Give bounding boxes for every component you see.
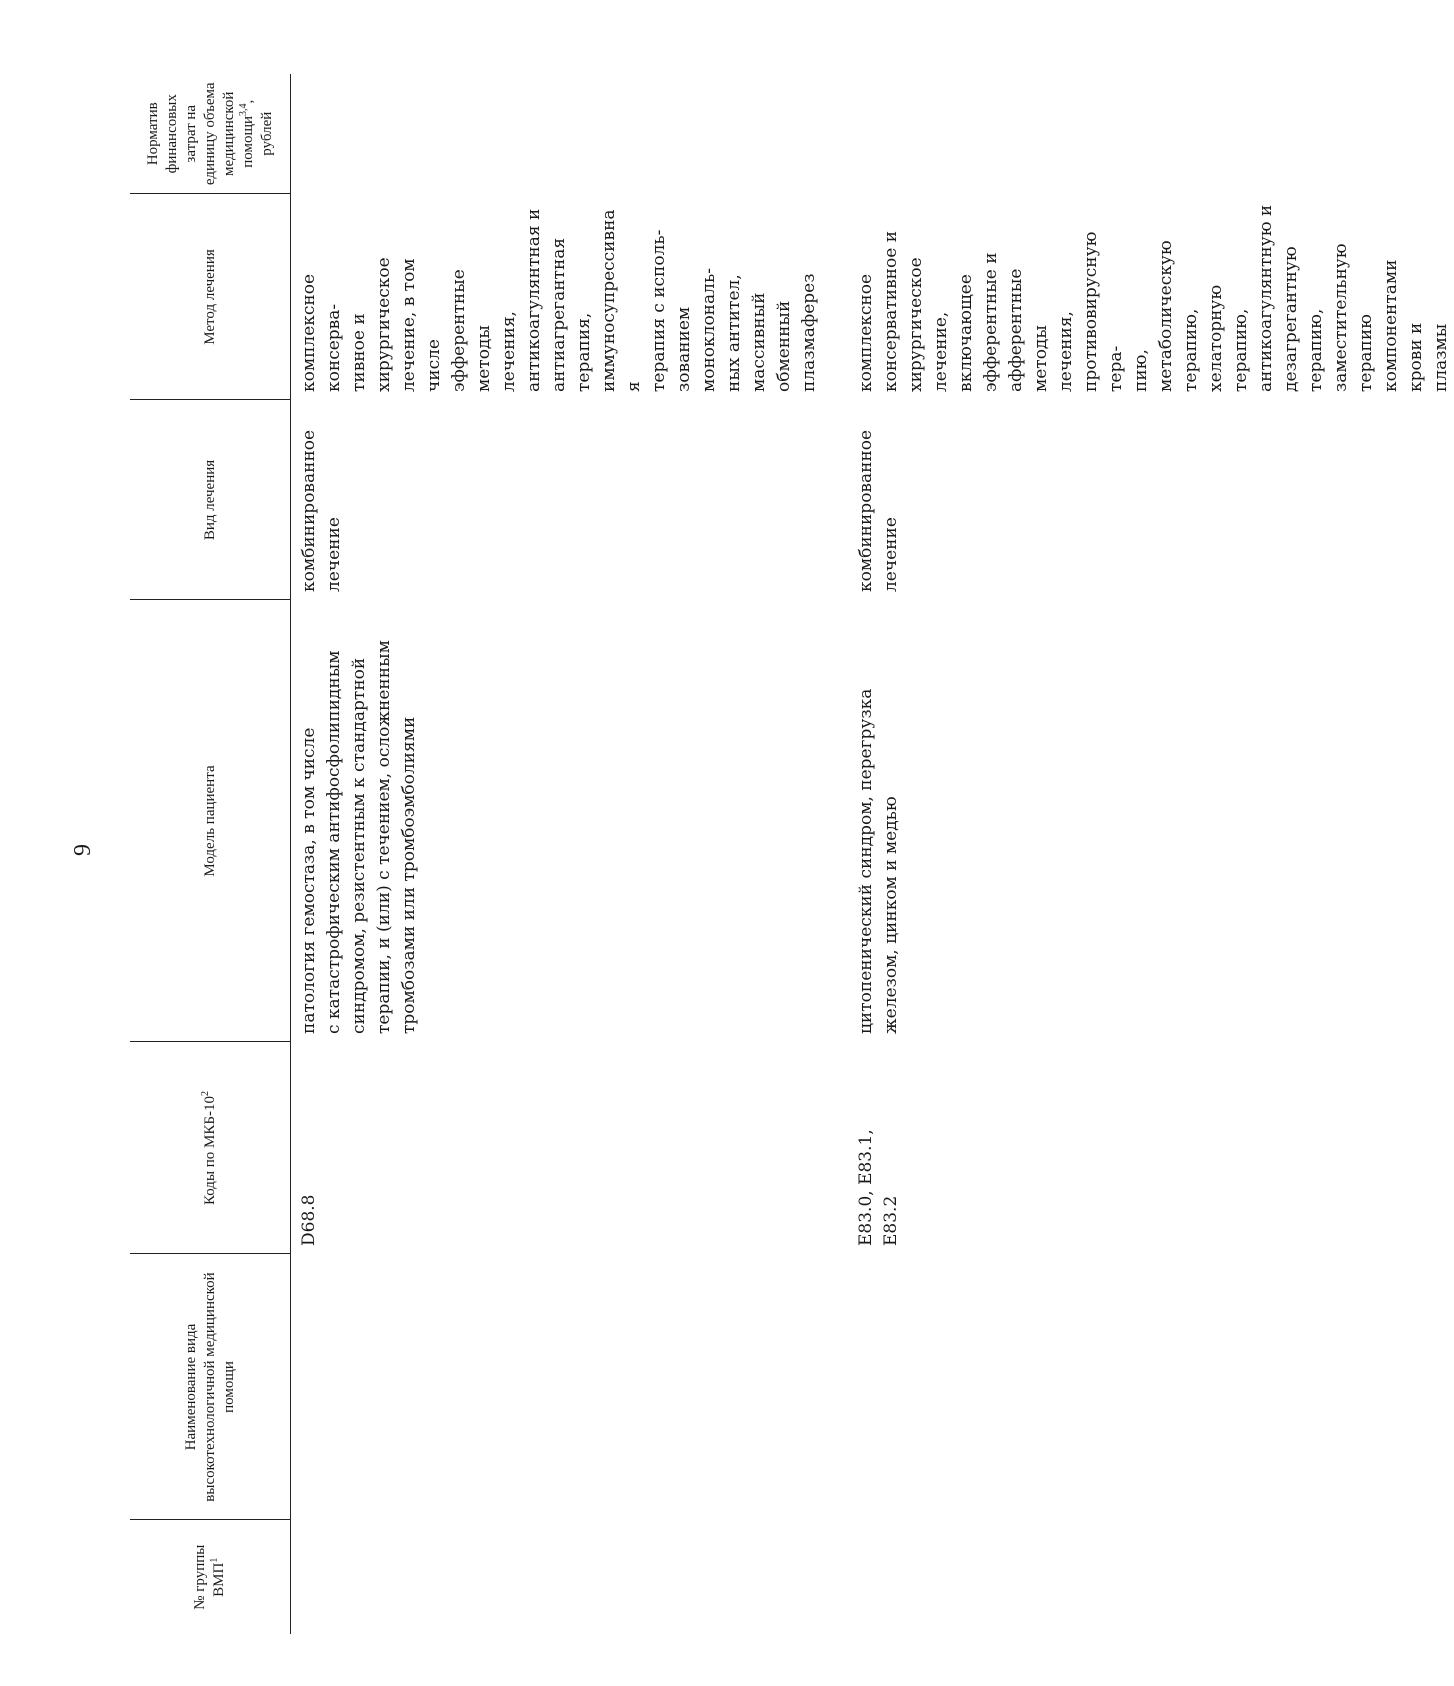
footnote-mark: 1	[209, 1557, 220, 1563]
header-icd-codes-text: Коды по МКБ-10	[201, 1096, 218, 1206]
header-cost-norm-unit: , рублей	[239, 99, 275, 156]
cell-icd-codes: D68.8	[299, 1194, 319, 1246]
cell-cost-norm	[291, 74, 823, 194]
header-cost-norm-text: Норматив финансовых затрат на единицу объема медицинской помощи	[144, 82, 256, 186]
header-cost-norm	[130, 74, 291, 194]
table-row	[822, 74, 1454, 1634]
header-group-no	[130, 1520, 291, 1634]
cell-cost-norm	[822, 74, 1454, 194]
header-care-name: Наименование вида высокотехнологичной медицинской помощи	[130, 1254, 291, 1520]
cell-patient-model: патология гемостаза, в том числе с катастрофическим антифосфолипидным синдромом, резистентным к стандартной терапии, и (или) с течением, осложненным тромбозами или тромбоэмболиями	[299, 640, 419, 1034]
cell-group-no	[822, 1520, 1454, 1634]
cell-treatment-method: комплексное консервативное и хирургическое лечение, включающее эфферентные и афферентные методы лечения, противовирусную тера- пию, метаболическую терапию, хелаторную терапию, антикоагулянтную и дезагрегантную терапию, заместительную терапию компонентами крови и плазмы	[856, 204, 1451, 392]
cell-care-name	[822, 1254, 1454, 1520]
table-row	[291, 74, 823, 1634]
header-treatment-method: Метод лечения	[130, 194, 291, 400]
footnote-mark: 3,4	[237, 103, 249, 116]
header-patient-model: Модель пациента	[130, 600, 291, 1042]
table-header-row	[130, 74, 291, 1634]
cell-treatment-type: комбинированное лечение	[856, 429, 901, 592]
vmp-table	[130, 74, 1454, 1634]
cell-care-name	[291, 1254, 823, 1520]
cell-treatment-method: комплексное консерва- тивное и хирургическое лечение, в том числе эфферентные методы лечения, антикоагулянтная и антиагрегантная терапия, иммуносупрессивная терапия с исполь- зованием моноклональ- ных антител, массивный обменный плазмаферез	[299, 208, 819, 392]
header-group-no-text: № группы ВМП	[192, 1544, 227, 1610]
footnote-mark: 2	[199, 1091, 211, 1096]
page-number: 9	[70, 844, 96, 856]
header-treatment-type: Вид лечения	[130, 400, 291, 600]
header-icd-codes	[130, 1042, 291, 1254]
cell-treatment-type: комбинированное лечение	[299, 429, 344, 592]
cell-group-no	[291, 1520, 823, 1634]
cell-icd-codes: E83.0, E83.1, E83.2	[856, 1129, 901, 1246]
cell-patient-model: цитопенический синдром, перегрузка железом, цинком и медью	[856, 688, 901, 1034]
